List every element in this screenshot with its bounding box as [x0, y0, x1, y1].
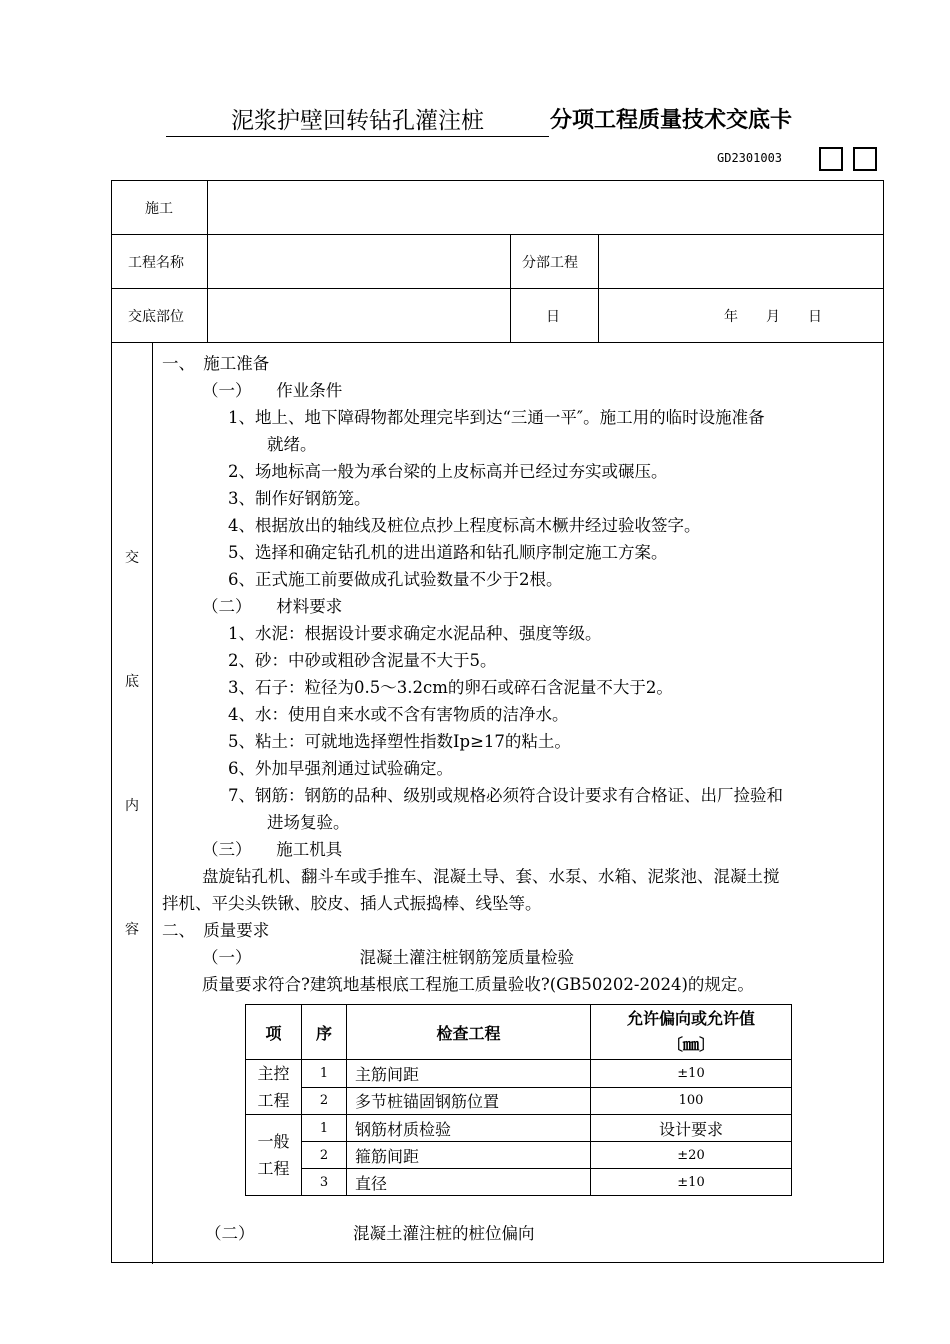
section-heading: 二、 质量要求	[162, 921, 270, 940]
list-item: 2、场地标高一般为承台梁的上皮标高并已经过夯实或碾压。	[228, 462, 668, 481]
subsection-title: 混凝土灌注桩的桩位偏向	[353, 1224, 535, 1243]
list-item: 1、地上、地下障碍物都处理完毕到达“三通一平″。施工用的临时设施准备	[228, 408, 765, 427]
table-header: 允许偏向或允许值 〔㎜〕	[591, 1005, 792, 1060]
construction-label: 施工	[145, 201, 173, 217]
list-item: 6、外加早强剂通过试验确定。	[228, 759, 453, 778]
group-cell: 一般工程	[246, 1115, 302, 1196]
subsection-heading: （一） 作业条件	[202, 381, 343, 400]
division-label: 分部工程	[522, 255, 578, 271]
handover-part-label: 交底部位	[128, 309, 184, 325]
inspection-table	[245, 1004, 792, 1196]
list-item: 5、粘土：可就地选择塑性指数Ip≥17的粘土。	[228, 732, 571, 751]
document-code: GD2301003	[717, 151, 783, 165]
side-label-char-4: 容	[125, 922, 139, 938]
list-item: 2、砂：中砂或粗砂含泥量不大于5。	[228, 651, 497, 670]
side-label-char-1: 交	[125, 550, 139, 566]
subsection-heading: （三） 施工机具	[202, 840, 343, 859]
project-name-label: 工程名称	[128, 255, 184, 271]
table-header: 检查工程	[347, 1005, 591, 1060]
paragraph: 盘旋钻孔机、翻斗车或手推车、混凝土导、套、水泵、水箱、泥浆池、混凝土搅	[202, 867, 780, 886]
date-label: 日	[546, 309, 560, 325]
date-field: 年 月 日	[724, 309, 822, 325]
section-heading: 一、 施工准备	[162, 354, 270, 373]
table-row: 主控工程 1 主筋间距 ±10	[246, 1060, 792, 1088]
subsection-title: 混凝土灌注桩钢筋笼质量检验	[359, 948, 574, 967]
list-item: 就绪。	[267, 435, 317, 454]
handover-content	[162, 350, 877, 998]
title-card-name: 分项工程质量技术交底卡	[550, 108, 793, 133]
list-item: 6、正式施工前要做成孔试验数量不少于2根。	[228, 570, 563, 589]
list-item: 3、石子：粒径为0.5～3.2cm的卵石或碎石含泥量不大于2。	[228, 678, 673, 697]
list-item: 3、制作好钢筋笼。	[228, 489, 371, 508]
subsection-heading	[162, 944, 877, 971]
side-label-char-2: 底	[125, 674, 139, 690]
paragraph: 拌机、平尖头铁锹、胶皮、插人式振捣棒、线坠等。	[162, 894, 542, 913]
subsection-prefix: （二）	[205, 1224, 255, 1243]
list-item: 4、根据放出的轴线及桩位点抄上程度标高木橛井经过验收签字。	[228, 516, 701, 535]
list-item: 4、水：使用自来水或不含有害物质的洁净水。	[228, 705, 569, 724]
checkbox-1[interactable]	[819, 147, 843, 171]
title-project-name: 泥浆护壁回转钻孔灌注桩	[166, 106, 549, 137]
list-item: 7、钢筋：钢筋的品种、级别或规格必须符合设计要求有合格证、出厂捡验和	[228, 786, 783, 805]
group-cell: 主控工程	[246, 1060, 302, 1115]
table-row: 2 多节桩锚固钢筋位置 100	[246, 1087, 792, 1115]
table-row: 一般工程 1 钢筋材质检验 设计要求	[246, 1115, 792, 1142]
checkbox-2[interactable]	[853, 147, 877, 171]
table-row: 2 箍筋间距 ±20	[246, 1142, 792, 1169]
paragraph: 质量要求符合?建筑地基根底工程施工质量验收?(GB50202-2024)的规定。	[202, 975, 754, 994]
list-item: 进场复验。	[267, 813, 350, 832]
table-row: 3 直径 ±10	[246, 1169, 792, 1196]
subsection-heading	[205, 1220, 535, 1244]
subsection-heading: （二） 材料要求	[202, 597, 343, 616]
subsection-prefix: （一）	[202, 948, 252, 967]
list-item: 5、选择和确定钻孔机的进出道路和钻孔顺序制定施工方案。	[228, 543, 668, 562]
list-item: 1、水泥：根据设计要求确定水泥品种、强度等级。	[228, 624, 602, 643]
table-header: 序	[302, 1005, 347, 1060]
side-label-char-3: 内	[125, 798, 139, 814]
table-header: 项	[246, 1005, 302, 1060]
